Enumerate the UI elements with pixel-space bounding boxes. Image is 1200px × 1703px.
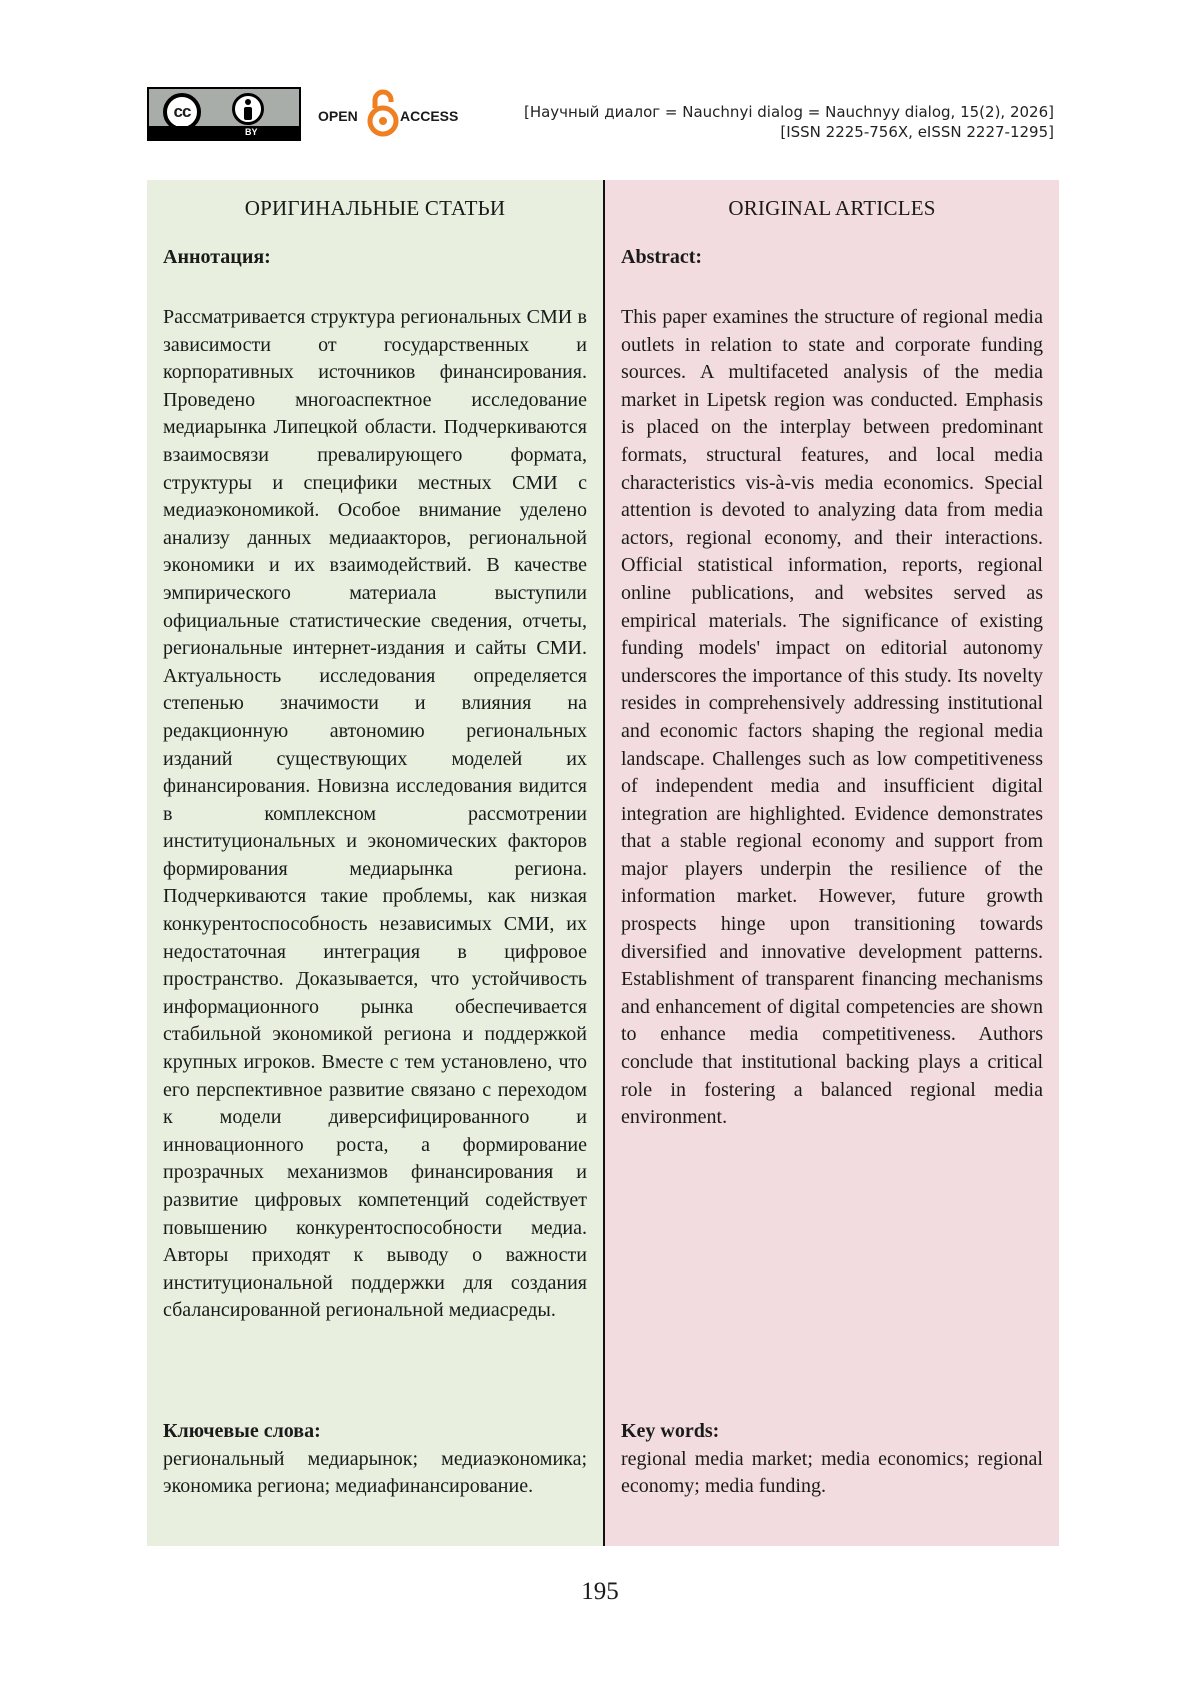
cc-by-license-badge <box>147 87 301 141</box>
abstract-text-en: This paper examines the structure of regional media outlets in relation to state and corporate funding sources. A multifaceted analysis of the media market in Lipetsk region was conducted. Emphasis is placed on the interplay between predominant formats, structural features, and local media characteristics vis-à-vis media economics. Special attention is devoted to analyzing data from media actors, regional economy, and their interactions. Official statistical information, reports, regional online publications, and websites served as empirical materials. The significance of existing funding models' impact on editorial autonomy underscores the importance of this study. Its novelty resides in comprehensively addressing institutional and economic factors shaping the regional media landscape. Challenges such as low competitiveness of independent media and insufficient digital integration are highlighted. Evidence demonstrates that a stable regional economy and support from major players underpin the resilience of the information market. However, future growth prospects hinge upon transitioning towards diversified and innovative development patterns. Establishment of transparent financing mechanisms and enhancement of digital competencies are shown to enhance media competitiveness. Authors conclude that institutional backing plays a critical role in fostering a balanced regional media environment. <box>621 306 1043 1129</box>
section-title-ru: ОРИГИНАЛЬНЫЕ СТАТЬИ <box>244 196 506 220</box>
keywords-block-en <box>621 1418 1043 1501</box>
license-label: BY <box>245 127 258 137</box>
keywords-block-ru <box>163 1418 587 1501</box>
open-lock-icon <box>367 88 399 138</box>
by-person-icon <box>232 93 264 125</box>
journal-citation <box>524 102 1054 142</box>
section-title-en: ORIGINAL ARTICLES <box>728 196 936 220</box>
abstract-label-ru: Аннотация: <box>163 246 271 268</box>
keywords-label-ru: Ключевые слова: <box>163 1420 321 1442</box>
open-access-word-access: ACCESS <box>400 108 459 124</box>
abstract-text-ru: Рассматривается структура региональных СМИ в зависимости от государственных и корпоративных источников финансирования. Проведено многоаспектное исследование медиарынка Липецкой области. Подчеркиваются взаимосвязи превалирующего формата, структуры и специфики местных СМИ с медиаэкономикой. Особое внимание уделено анализу данных медиаакторов, региональной экономики и их взаимодействий. В качестве эмпирического материала выступили официальные статистические сведения, отчеты, региональные интернет-издания и сайты СМИ. Актуальность исследования определяется степенью значимости и влияния на редакционную автономию региональных изданий существующих моделей их финансирования. Новизна исследования видится в комплексном рассмотрении институциональных и экономических факторов формирования медиарынка региона. Подчеркиваются такие проблемы, как низкая конкурентоспособность независимых СМИ, их недостаточная интеграция в цифровое пространство. Доказывается, что устойчивость информационного рынка обеспечивается стабильной экономикой региона и поддержкой крупных игроков. Вместе с тем установлено, что его перспективное развитие связано с переходом к модели диверсифицированного и инновационного роста, а формирование прозрачных механизмов финансирования и развитие цифровых компетенций содействует повышению конкурентоспособности медиа. Авторы приходят к выводу о важности институциональной поддержки для создания сбалансированной региональной медиасреды. <box>163 306 587 1322</box>
cc-icon: cc <box>163 93 201 131</box>
license-strip <box>149 126 299 139</box>
english-column <box>603 180 1059 1546</box>
open-access-logo <box>318 88 460 138</box>
page-number: 195 <box>581 1578 619 1605</box>
russian-column <box>147 180 603 1546</box>
citation-line-1: [Научный диалог = Nauchnyi dialog = Nauchnyy dialog, 15(2), 2026] <box>523 103 1054 121</box>
open-access-word-open: OPEN <box>318 108 358 124</box>
keywords-text-en: regional media market; media economics; regional economy; media funding. <box>621 1447 1043 1498</box>
keywords-text-ru: региональный медиарынок; медиаэкономика; экономика региона; медиафинансирование. <box>163 1447 587 1498</box>
keywords-label-en: Key words: <box>621 1420 720 1442</box>
abstract-label-en: Abstract: <box>621 246 703 268</box>
citation-line-2: [ISSN 2225-756X, eISSN 2227-1295] <box>780 123 1054 141</box>
